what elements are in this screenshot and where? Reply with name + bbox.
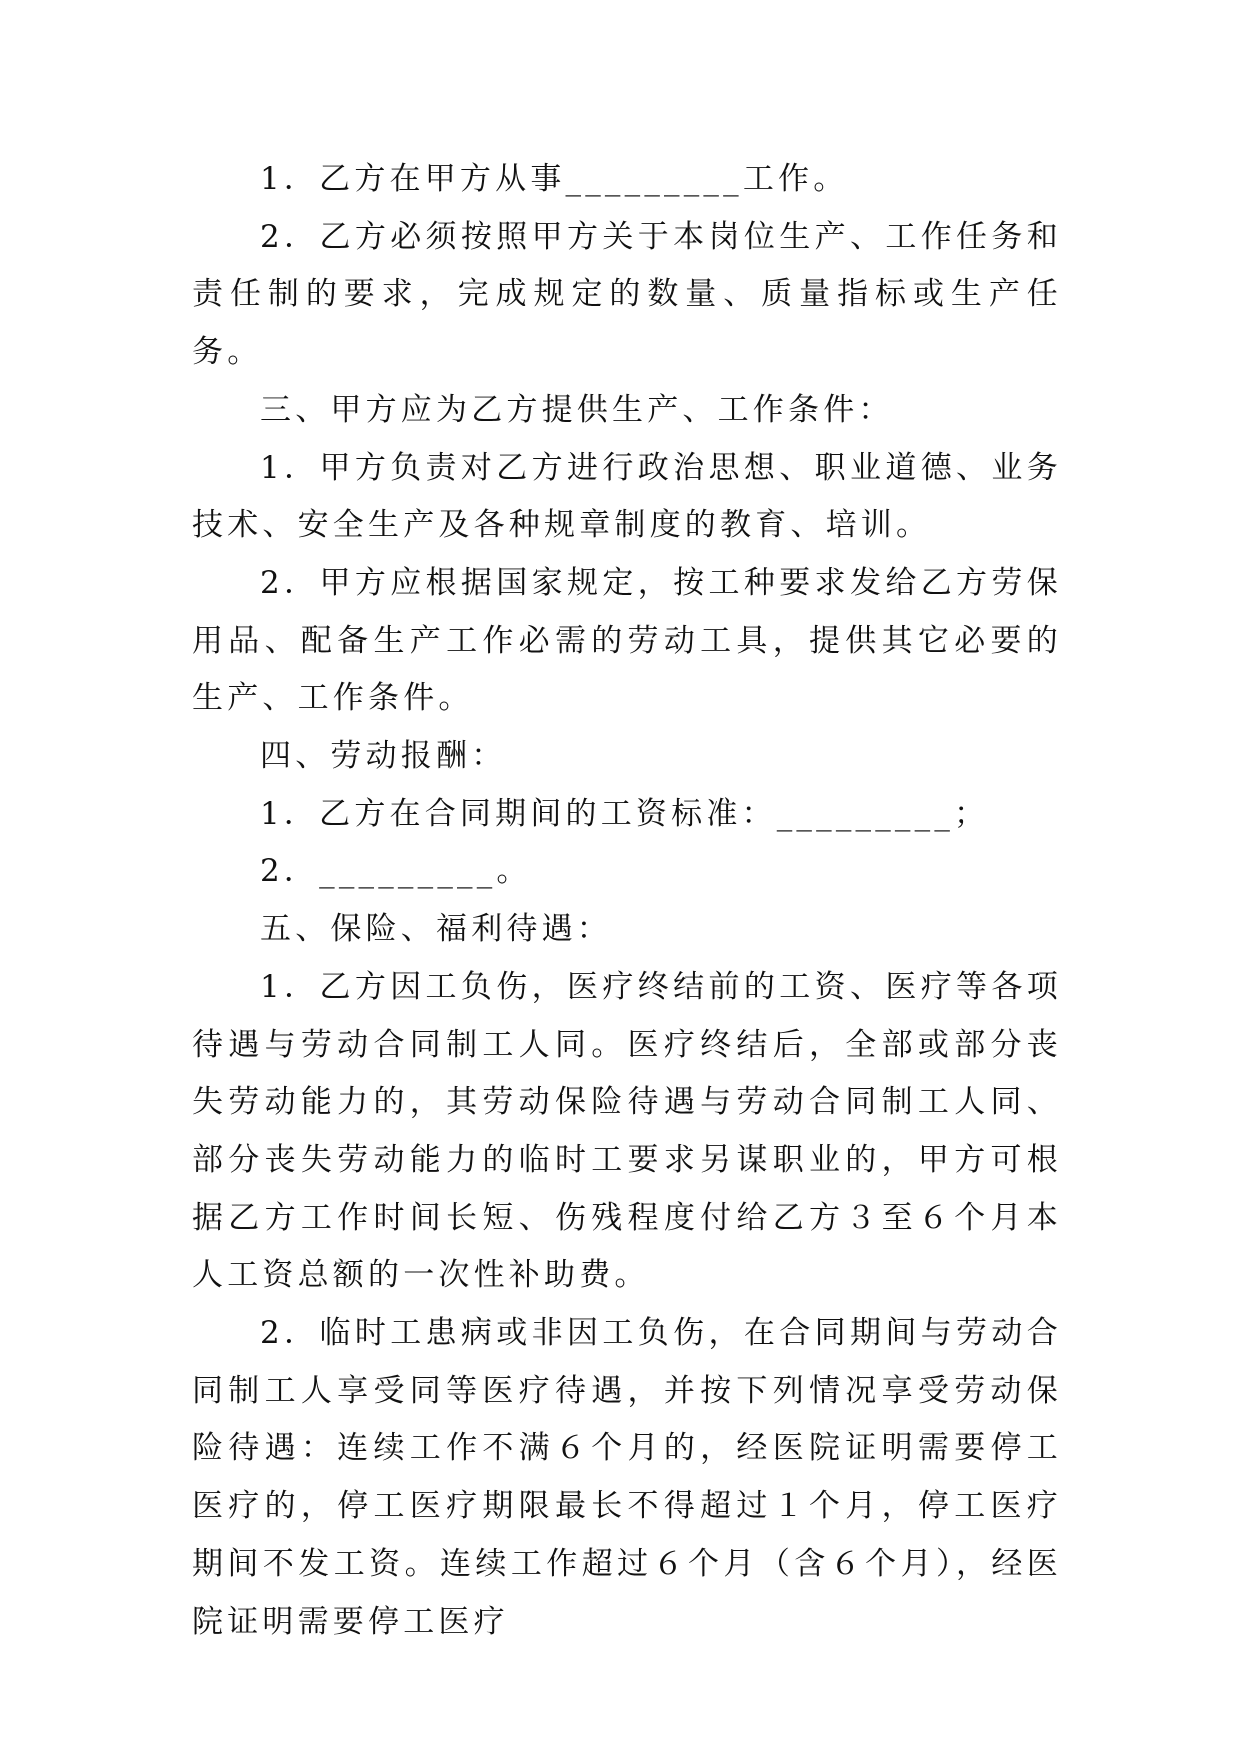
paragraph-work-injury: 1．乙方因工负伤，医疗终结前的工资、医疗等各项待遇与劳动合同制工人同。医疗终结后，全部或部分丧失劳动能力的，其劳动保险待遇与劳动合同制工人同、部分丧失劳动能力的临时工要求另谋职业的，甲方可根据乙方工作时间长短、伤残程度付给乙方３至６个月本人工资总额的一次性补助费。 (192, 968, 1062, 1294)
paragraph-job-assignment: 1．乙方在甲方从事_________工作。 (260, 161, 849, 197)
paragraph-wage-standard: 1．乙方在合同期间的工资标准：_________； (260, 795, 990, 832)
section-heading-work-conditions: 三、甲方应为乙方提供生产、工作条件： (260, 391, 894, 428)
paragraph-protective-equipment: 2．甲方应根据国家规定，按工种要求发给乙方劳保用品、配备生产工作必需的劳动工具，提供其它必要的生产、工作条件。 (192, 564, 1062, 717)
paragraph-training: 1．甲方负责对乙方进行政治思想、职业道德、业务技术、安全生产及各种规章制度的教育、培训。 (192, 449, 1062, 544)
section-heading-insurance-benefits: 五、保险、福利待遇： (260, 911, 612, 948)
paragraph-remuneration-item-2: 2．_________。 (260, 853, 532, 890)
paragraph-illness-benefits: 2．临时工患病或非因工负伤，在合同期间与劳动合同制工人享受同等医疗待遇，并按下列情况享受劳动保险待遇：连续工作不满６个月的，经医院证明需要停工医疗的，停工医疗期限最长不得超过１个月，停工医疗期间不发工资。连续工作超过６个月（含６个月），经医院证明需要停工医疗 (192, 1315, 1062, 1640)
paragraph-job-requirements: 2．乙方必须按照甲方关于本岗位生产、工作任务和责任制的要求，完成规定的数量、质量指标或生产任务。 (192, 218, 1062, 371)
document-page (192, 151, 1062, 1651)
section-heading-remuneration: 四、劳动报酬： (260, 738, 507, 775)
